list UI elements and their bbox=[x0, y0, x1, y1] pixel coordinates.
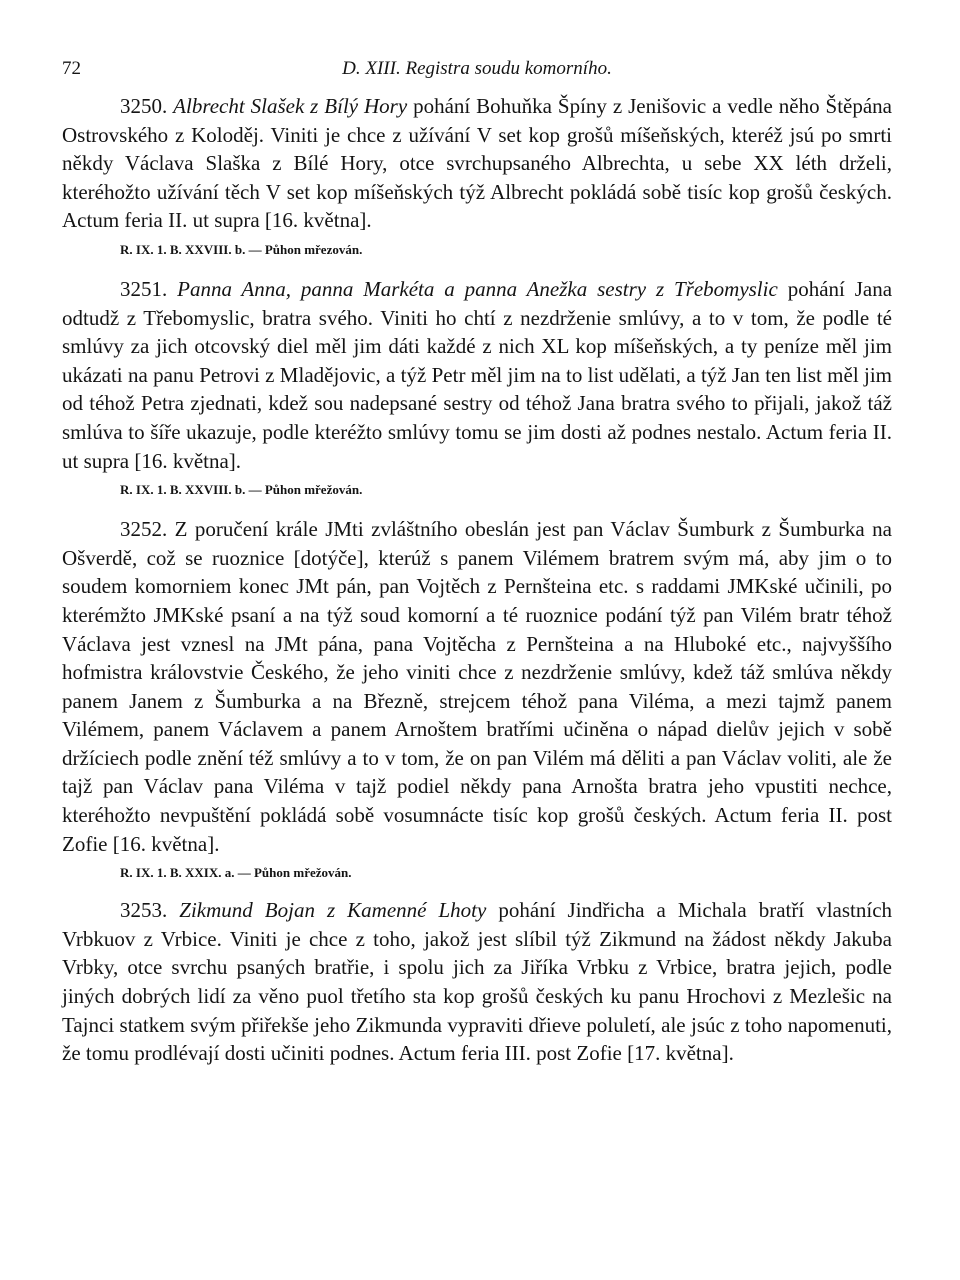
entry-number: 3251. bbox=[120, 276, 168, 301]
entry-paragraph bbox=[62, 92, 892, 235]
entry-body: pohání Jindřicha a Michala bratří vlastních Vrbkuov z Vrbice. Viniti je chce z toho, jakož jest slíbil týž Zikmund na žádost někdy Jakuba Vrbky, otce svrchu psaných bratřie, i spolu jich za Jiříka Vrbku z Vrbice, bratra jejich, podle jiných dobrých lidí za věno puol třetího sta kop grošů českých ku panu Hrochovi z Mezlešic na Tajnci statkem svým přiřekše jeho Zikmunda vypraviti dřieve poluletí, ale jsúc z toho napomenuti, že tomu prodlévají dosti učiniti podnes. Actum feria III. post Zofie [17. května]. bbox=[62, 898, 893, 1066]
entry-3252 bbox=[62, 515, 892, 882]
entry-body: pohání Jana odtudž z Třebomyslic, bratra svého. Viniti ho chtí z nezdrženie smlúvy, a to v tom, že podle té smlúvy za jich otcovský diel měl jim dáti každé z nich XL kop míšeňských, a ty peníze měl jim ukázati na panu Petrovi z Mladějovic, a týž Petr měl jim na to list udělati, a týž Jan ten list měl jim od téhož Petra zjednati, kdež sou nadepsané sestry od téhož Jana bratra svého to přijali, jakož táž smlúva to šíře ukazuje, podle kteréžto smlúvy tomu se jim dosti až podnes nestalo. Actum feria II. ut supra [16. května]. bbox=[62, 276, 893, 473]
entry-3251 bbox=[62, 275, 892, 499]
archival-reference: R. IX. 1. B. XXVIII. b. — Půhon mřezován. bbox=[120, 241, 363, 257]
entry-number: 3253. bbox=[120, 898, 168, 923]
archival-reference: R. IX. 1. B. XXVIII. b. — Půhon mřežován. bbox=[120, 482, 363, 498]
archival-reference: R. IX. 1. B. XXIX. a. — Půhon mřežován. bbox=[120, 865, 352, 881]
page-header bbox=[62, 58, 892, 92]
entry-3253 bbox=[62, 896, 892, 1068]
entry-number: 3252. bbox=[120, 517, 168, 542]
entry-paragraph bbox=[62, 515, 892, 858]
document-page bbox=[62, 58, 892, 1068]
entry-3250 bbox=[62, 92, 892, 259]
entry-body: pohání Bohuňka Špíny z Jenišovic a vedle něho Štěpána Ostrovského z Koloděj. Viniti je chce z užívání V set kop grošů míšeňských, kteréž jsú po smrti někdy Václava Slaška z Bílé Hory, otce svrchupsaného Albrechta, u sebe XX léth drželi, kteréhožto užívání těch V set kop míšeňských týž Albrecht pokládá sobě tisíc kop grošů českých. Actum feria II. ut supra [16. května]. bbox=[62, 94, 892, 233]
entry-party: Zikmund Bojan z Kamenné Lhoty bbox=[179, 898, 487, 923]
entry-party: Albrecht Slašek z Bílý Hory bbox=[173, 94, 408, 118]
entry-number: 3250. bbox=[120, 94, 168, 118]
entry-paragraph bbox=[62, 275, 892, 475]
entry-body: Z poručení krále JMti zvláštního obeslán jest pan Václav Šumburk z Šumburka na Ošverdě, což se ruoznice [dotýče], kterúž s panem Vilémem bratrem svým má, aby jim o to soudem komorniem konec JMt pán, pan Vojtěch z Pernšteina etc. s raddami JMKské učinili, po kterémžto JMKské psaní a na týž soud komorní a té ruoznice podání týž pan Vilém bratr téhož Václava jest vznesl na JMt pána, pana Vojtěcha z Pernšteina a na Hluboké etc., najvyššího hofmistra královstvie Českého, že jeho viniti chce z nezdrženie smlúvy, kdež táž smlúva někdy panem Janem z Šumburka a na Březně, strejcem téhož pana Viléma, a mezi tajmž panem Vilémem, panem Václavem a panem Arnoštem bratřími učiněna o nápad dielův jejich v sobě držíciech podle znění též smlúvy a to v tom, že on pan Vilém má děliti a pan Václav voliti, ale že tajž pan Václav pana Viléma v tajž podiel někdy pana Arnošta bratra jeho vpustiti nechce, kteréhožto nevpuštění pokládá sobě vosumnácte tisíc kop grošů českých. Actum feria II. post Zofie [16. května]. bbox=[62, 517, 892, 856]
running-title: D. XIII. Registra soudu komorního. bbox=[342, 58, 612, 79]
page-number: 72 bbox=[62, 58, 81, 79]
entry-party: Panna Anna, panna Markéta a panna Anežka sestry z Třebomyslic bbox=[177, 276, 778, 301]
entry-paragraph bbox=[62, 896, 892, 1068]
